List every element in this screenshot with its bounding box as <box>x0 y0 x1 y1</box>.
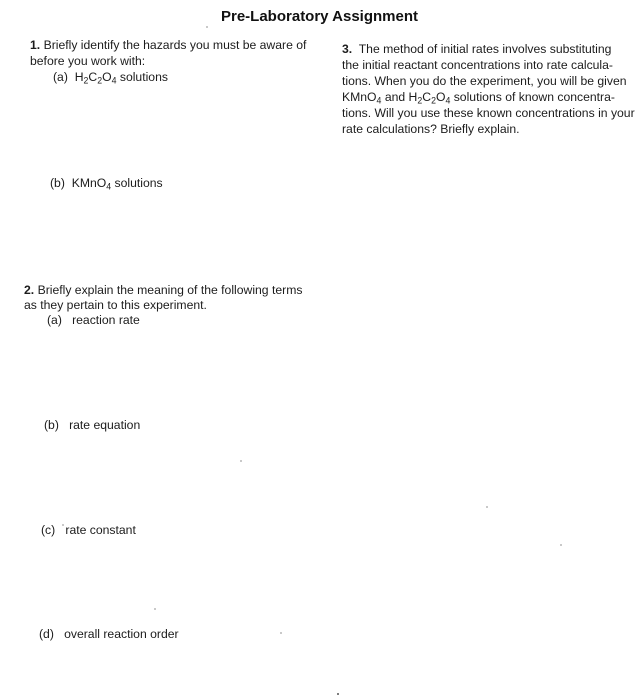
oxalic-acid-formula: $H_2C_2O_4$ <box>74 70 117 86</box>
question-1-part-b-text: solutions <box>111 176 163 190</box>
question-3-line-3: tions. When you do the experiment, you will be given <box>342 74 627 88</box>
scan-speck <box>337 693 339 695</box>
question-1-part-a <box>53 69 168 85</box>
question-2-number: 2. <box>24 283 35 297</box>
question-1-part-b-label: (b) <box>50 176 65 190</box>
question-1-number: 1. <box>30 38 41 52</box>
question-2-part-d: (d) overall reaction order <box>39 627 179 641</box>
question-2-text-1: Briefly explain the meaning of the following terms <box>37 283 303 297</box>
question-3-line-2: the initial reactant concentrations into rate calcula- <box>342 58 613 72</box>
permanganate-formula: KMnO$_4$ <box>71 176 112 192</box>
question-1-part-a-label: (a) <box>53 70 68 84</box>
question-2-part-c: (c) rate constant <box>41 523 136 537</box>
scan-speck <box>240 460 242 462</box>
scan-speck <box>154 608 156 610</box>
question-1-text-1: Briefly identify the hazards you must be aware of <box>43 38 307 52</box>
scan-speck <box>560 544 562 546</box>
question-3-line-1: 3. The method of initial rates involves substituting <box>342 42 612 56</box>
page-title: Pre-Laboratory Assignment <box>221 8 418 25</box>
question-1-line-2: before you work with: <box>30 54 146 68</box>
question-1-part-b <box>50 175 163 191</box>
question-3-line-6: rate calculations? Briefly explain. <box>342 122 520 136</box>
question-2-line-2: as they pertain to this experiment. <box>24 298 207 312</box>
scan-speck <box>280 632 282 634</box>
question-3-number: 3. <box>342 42 353 56</box>
scan-speck <box>486 506 488 508</box>
scan-speck <box>62 524 64 526</box>
question-2-part-a: (a) reaction rate <box>47 313 140 327</box>
question-1-line-1 <box>30 37 306 53</box>
scan-speck <box>206 26 208 28</box>
question-3-line-5: tions. Will you use these known concentrations in your <box>342 106 635 120</box>
question-2-line-1 <box>24 282 302 298</box>
question-1-part-a-text: solutions <box>116 70 168 84</box>
question-3-line-4: KMnO$_4$ and $H_2C_2O_4$ solutions of known concentra- <box>342 90 615 106</box>
question-2-part-b: (b) rate equation <box>44 418 141 432</box>
